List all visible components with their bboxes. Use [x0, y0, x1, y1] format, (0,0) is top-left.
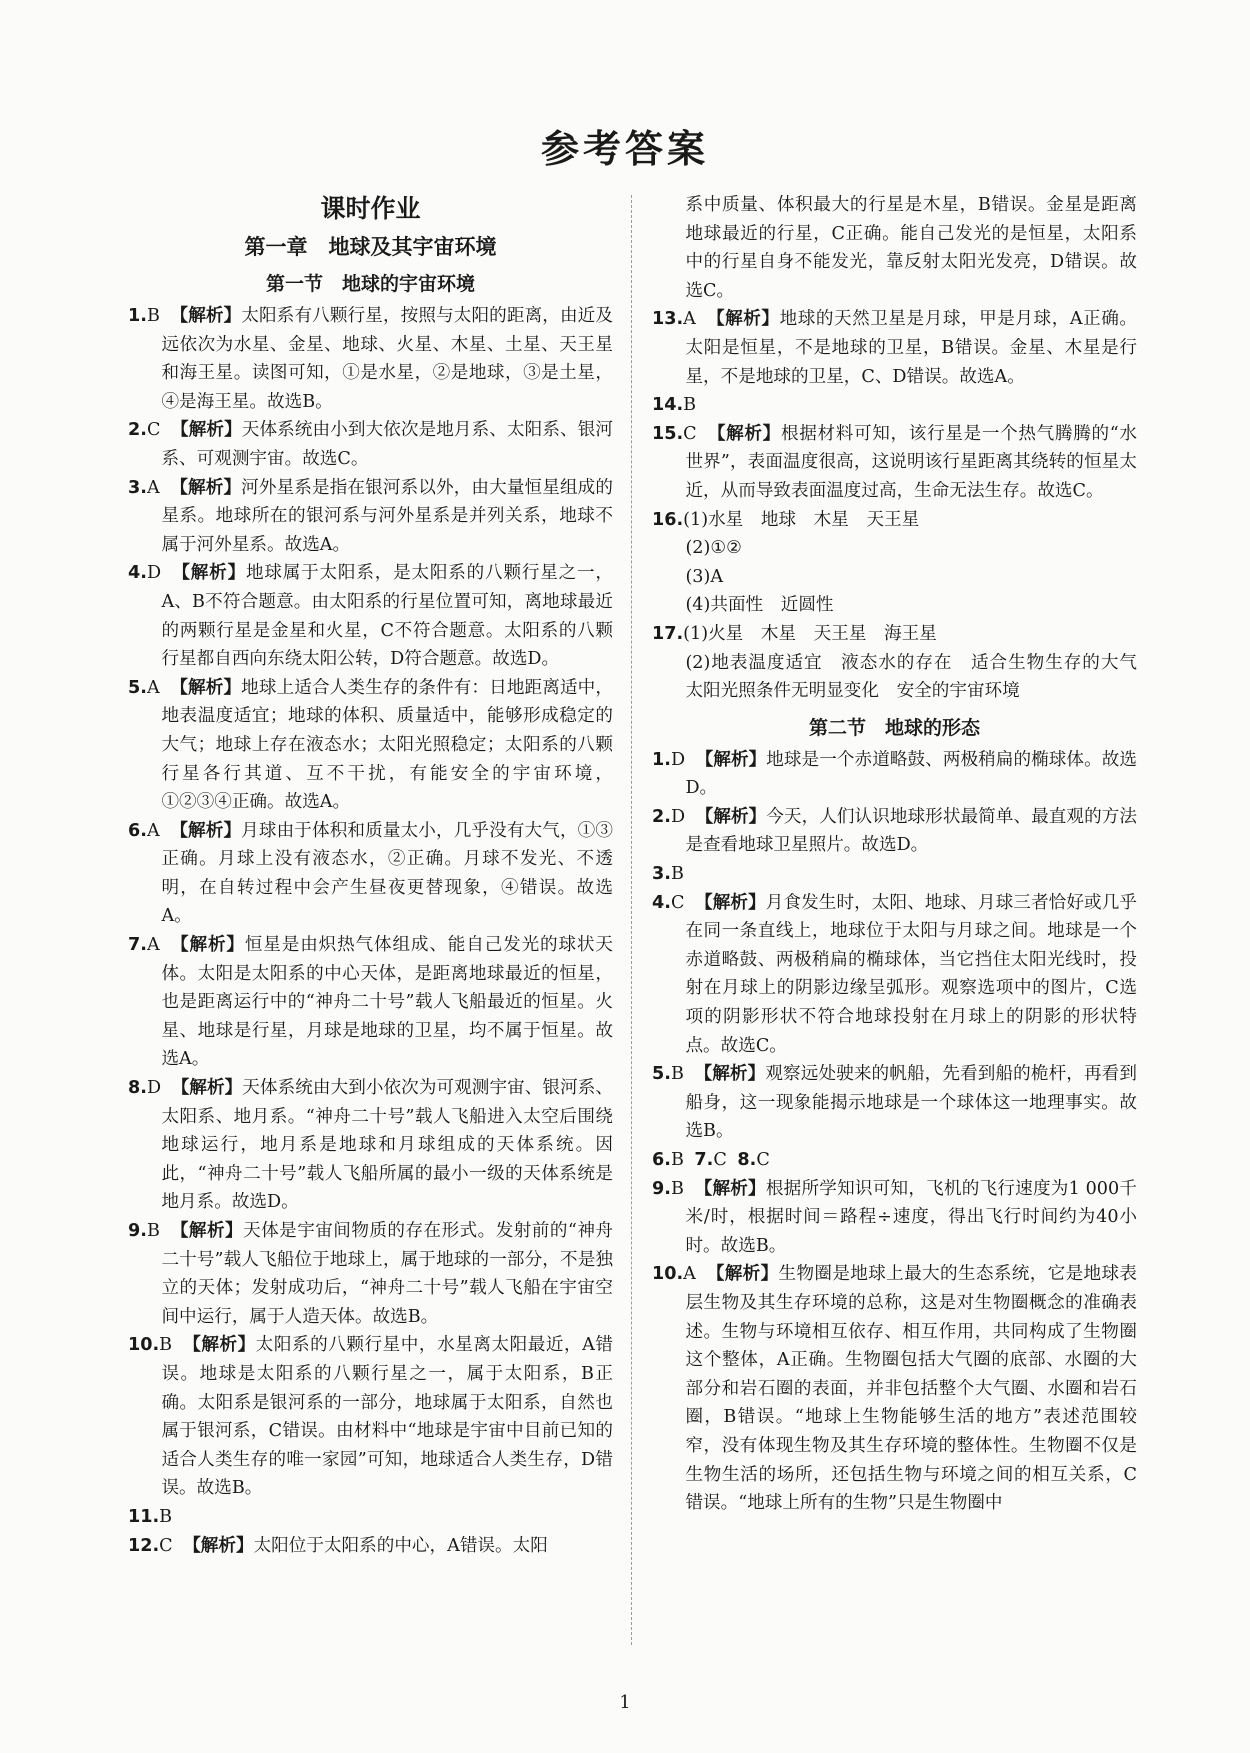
answer-choice: C [756, 1150, 770, 1170]
answer-choice: C [146, 420, 161, 441]
answer-text: 月食发生时，太阳、地球、月球三者恰好或几乎在同一条直线上，地球位于太阳与月球之间。地球是一个赤道略鼓、两极稍扁的椭球体，当它挡住太阳光线时，投射在月球上的阴影边缘呈弧形。观察选项中的图片，C选项的阴影形状不符合地球投射在月球上的阴影的形状特点。故选C。 [685, 892, 1137, 1056]
answer-item [652, 889, 1137, 1061]
analysis-tag: 【解析】 [694, 1178, 766, 1199]
answer-choice: A [146, 677, 160, 698]
answer-item [128, 817, 613, 931]
answer-choice: C [159, 1535, 173, 1556]
answer-choice: C [683, 423, 697, 444]
answer-item [652, 1060, 1137, 1146]
answer-number: 10. [652, 1264, 684, 1285]
answer-number: 10. [128, 1335, 160, 1356]
analysis-tag: 【解析】 [695, 749, 767, 770]
answer-number: 17. [652, 623, 684, 644]
answer-number: 1. [652, 749, 671, 770]
answer-choice: C [670, 892, 685, 913]
answer-number: 2. [128, 420, 147, 441]
answer-item [128, 674, 613, 817]
answer-12-continued: 系中质量、体积最大的行星是木星，B错误。金星是距离地球最近的行星，C正确。能自己发光的是恒星，太阳系中的行星自身不能发光，靠反射太阳光发亮，D错误。故选C。 [685, 195, 1137, 301]
page-number: 1 [619, 1692, 631, 1713]
analysis-tag: 【解析】 [695, 806, 767, 827]
answer-number: 9. [652, 1178, 671, 1199]
answer-number: 2. [652, 806, 671, 827]
analysis-tag: 【解析】 [706, 309, 780, 330]
answer-choice: A [683, 1264, 696, 1285]
answer-number: 5. [652, 1064, 671, 1085]
answer-item [128, 1217, 613, 1331]
answer-text: 恒星是由炽热气体组成、能自己发光的球状天体。太阳是太阳系的中心天体，是距离地球最近的恒星，也是距离运行中的“神舟二十号”载人飞船最近的恒星。火星、地球是行星，月球是地球的卫星，均不属于恒星。故选A。 [161, 935, 613, 1070]
answer-number: 16. [652, 509, 684, 530]
answer-text: 天体是宇宙间物质的存在形式。发射前的“神舟二十号”载人飞船位于地球上，属于地球的一部分，不是独立的天体；发射成功后，“神舟二十号”载人飞船在宇宙空间中运行，属于人造天体。故选B。 [161, 1221, 613, 1327]
answer-number: 1. [128, 306, 147, 326]
answer-number: 7. [694, 1150, 714, 1170]
answer-number: 6. [652, 1150, 671, 1170]
answer-number: 5. [128, 677, 147, 698]
answer-number: 4. [128, 563, 147, 584]
answer-item [128, 302, 613, 416]
analysis-tag: 【解析】 [706, 1264, 779, 1285]
analysis-tag: 【解析】 [170, 820, 242, 841]
answer-list-lesson1 [128, 302, 613, 1560]
analysis-tag: 【解析】 [694, 1064, 766, 1085]
answer-text: 根据材料可知，该行星是一个热气腾腾的“水世界”，表面温度很高，这说明该行星距离其绕转的恒星太近，从而导致表面温度过高，生命无法生存。故选C。 [685, 423, 1137, 501]
chapter-title: 第一章 地球及其宇宙环境 [244, 235, 497, 259]
answer-text: 河外星系是指在银河系以外，由大量恒星组成的星系。地球所在的银河系与河外星系是并列关系，地球不属于河外星系。故选A。 [161, 477, 613, 555]
answer-number: 7. [128, 935, 147, 956]
answer-item [128, 474, 613, 560]
answer-text: 地球是一个赤道略鼓、两极稍扁的椭球体。故选D。 [685, 749, 1137, 799]
answer-choice: B [159, 1506, 173, 1527]
answer-number: 4. [652, 892, 671, 913]
answer-item [652, 420, 1137, 506]
answer-number: 12. [128, 1535, 160, 1556]
answer-number: 8. [737, 1150, 757, 1170]
answer-item [652, 305, 1137, 391]
answer-list-lesson2 [652, 746, 1137, 1146]
answer-text: 地球上适合人类生存的条件有：日地距离适中，地表温度适宜；地球的体积、质量适中，能够形成稳定的大气；地球上存在液态水；太阳光照稳定；太阳系的八颗行星各行其道、互不干扰，有能安全的宇宙环境，①②③④正确。故选A。 [161, 677, 613, 813]
answer-number: 6. [128, 820, 147, 841]
right-column [652, 191, 1155, 1518]
answer-item [652, 746, 1137, 803]
answer-part: (1)水星 地球 木星 天王星 [683, 509, 920, 530]
answer-choice: A [146, 477, 160, 498]
answer-choice: B [670, 864, 684, 885]
answer-item [128, 559, 613, 673]
left-column [128, 190, 613, 1560]
answer-number: 14. [652, 395, 684, 416]
answer-text: 太阳系有八颗行星，按照与太阳的距离，由近及远依次为水星、金星、地球、火星、木星、土星、天王星和海王星。读图可知，①是水星，②是地球，③是土星，④是海王星。故选B。 [161, 306, 613, 412]
answer-choice: A [146, 820, 160, 841]
answer-choice: B [670, 1178, 684, 1199]
page-title: 参考答案 [540, 127, 709, 171]
answer-item [128, 416, 613, 473]
lesson-title-1: 第一节 地球的宇宙环境 [265, 273, 475, 295]
section-title: 课时作业 [320, 194, 421, 223]
analysis-tag: 【解析】 [170, 1221, 244, 1241]
answer-choice: C [713, 1150, 727, 1170]
lesson-title-2: 第二节 地球的形态 [808, 716, 980, 739]
analysis-tag: 【解析】 [694, 892, 766, 913]
analysis-tag: 【解析】 [707, 423, 781, 444]
answer-item [128, 1503, 613, 1532]
answer-text: 今天，人们认识地球形状最简单、最直观的方法是查看地球卫星照片。故选D。 [685, 806, 1137, 856]
answer-number: 11. [128, 1506, 160, 1527]
answer-item [652, 391, 1137, 420]
answer-text: 地球属于太阳系，是太阳系的八颗行星之一，A、B不符合题意。由太阳系的行星位置可知，离地球最近的两颗行星是金星和火星，C不符合题意。太阳系的八颗行星都自西向东绕太阳公转，D符合题意。故选D。 [161, 563, 613, 670]
answer-17 [652, 620, 1155, 706]
answer-item [128, 1331, 613, 1503]
analysis-tag: 【解析】 [170, 477, 242, 498]
answer-number: 9. [128, 1221, 147, 1241]
analysis-tag: 【解析】 [182, 1335, 256, 1356]
answer-text: 观察远处驶来的帆船，先看到船的桅杆，再看到船身，这一现象能揭示地球是一个球体这一地理事实。故选B。 [685, 1064, 1137, 1142]
analysis-tag: 【解析】 [170, 935, 245, 956]
answer-number: 8. [128, 1078, 147, 1099]
answer-text: 太阳系的八颗行星中，水星离太阳最近，A错误。地球是太阳系的八颗行星之一，属于太阳系，B正确。太阳系是银河系的一部分，地球属于太阳系，自然也属于银河系，C错误。由材料中“地球是宇宙中目前已知的适合人类生存的唯一家园”可知，地球适合人类生存，D错误。故选B。 [161, 1335, 613, 1499]
answer-item [652, 860, 1137, 889]
answer-item [652, 1260, 1137, 1517]
answer-text: 地球的天然卫星是月球，甲是月球，A正确。太阳是恒星，不是地球的卫星，B错误。金星、木星是行星，不是地球的卫星，C、D错误。故选A。 [685, 309, 1137, 387]
answer-choice: D [670, 806, 686, 827]
answer-choice: D [670, 749, 686, 770]
answer-text: 根据所学知识可知，飞机的飞行速度为1 000千米/时，根据时间＝路程÷速度，得出飞行时间约为40小时。故选B。 [685, 1178, 1137, 1256]
analysis-tag: 【解析】 [170, 420, 242, 441]
analysis-tag: 【解析】 [170, 677, 242, 698]
answer-text: 太阳位于太阳系的中心，A错误。太阳 [253, 1535, 548, 1556]
answer-item [652, 1175, 1137, 1261]
answer-choice: A [683, 309, 696, 330]
answer-choice: B [670, 1150, 684, 1170]
answer-part: (3)A [685, 566, 724, 587]
answer-choice: D [146, 563, 162, 584]
analysis-tag: 【解析】 [183, 1535, 254, 1556]
analysis-tag: 【解析】 [171, 563, 246, 584]
answer-item [652, 803, 1137, 860]
answer-number: 13. [652, 309, 684, 330]
answer-item [128, 1074, 613, 1217]
answer-16 [652, 506, 1137, 620]
answer-list-lesson2-b [652, 1175, 1137, 1518]
answer-text: 天体系统由大到小依次为可观测宇宙、银河系、太阳系、地月系。“神舟二十号”载人飞船进入太空后围绕地球运行，地月系是地球和月球组成的天体系统。因此，“神舟二十号”载人飞船所属的最小一级的天体系统是地月系。故选D。 [161, 1078, 613, 1213]
answer-list-lesson1-cont [652, 305, 1137, 505]
answer-choice: A [146, 935, 160, 956]
answer-item [128, 931, 613, 1074]
answer-choice: B [683, 395, 697, 416]
analysis-tag: 【解析】 [170, 306, 242, 326]
answer-choice: B [670, 1064, 684, 1085]
answer-number: 3. [128, 477, 147, 498]
answer-text: 天体系统由小到大依次是地月系、太阳系、银河系、可观测宇宙。故选C。 [161, 420, 613, 469]
answer-part: (2)①② [685, 538, 742, 559]
answer-number: 3. [652, 864, 671, 885]
answer-part: (4)共面性 近圆性 [685, 595, 834, 616]
answer-text: 月球由于体积和质量太小，几乎没有大气，①③正确。月球上没有液态水，②正确。月球不发光、不透明，在自转过程中会产生昼夜更替现象，④错误。故选A。 [161, 820, 613, 927]
answer-choice: B [146, 306, 160, 326]
answer-part: (2)地表温度适宜 液态水的存在 适合生物生存的大气 太阳光照条件无明显变化 安全的宇宙环境 [685, 652, 1155, 702]
answers-6-7-8 [652, 1146, 1137, 1175]
analysis-tag: 【解析】 [171, 1078, 243, 1099]
answer-part: (1)火星 木星 天王星 海王星 [683, 623, 937, 644]
answer-item [128, 1532, 613, 1561]
column-divider [631, 195, 632, 1645]
answer-text: 生物圈是地球上最大的生态系统，它是地球表层生物及其生存环境的总称，这是对生物圈概念的准确表述。生物与环境相互依存、相互作用，共同构成了生物圈这个整体，A正确。生物圈包括大气圈的底部、水圈的大部分和岩石圈的表面，并非包括整个大气圈、水圈和岩石圈，B错误。“地球上生物能够生活的地方”表述范围较窄，没有体现生物及其生存环境的整体性。生物圈不仅是生物生活的场所，还包括生物与环境之间的相互关系，C错误。“地球上所有的生物”只是生物圈中 [685, 1264, 1137, 1514]
answer-choice: D [146, 1078, 162, 1099]
answer-number: 15. [652, 423, 684, 444]
answer-choice: B [159, 1335, 173, 1356]
answer-choice: B [146, 1221, 160, 1241]
